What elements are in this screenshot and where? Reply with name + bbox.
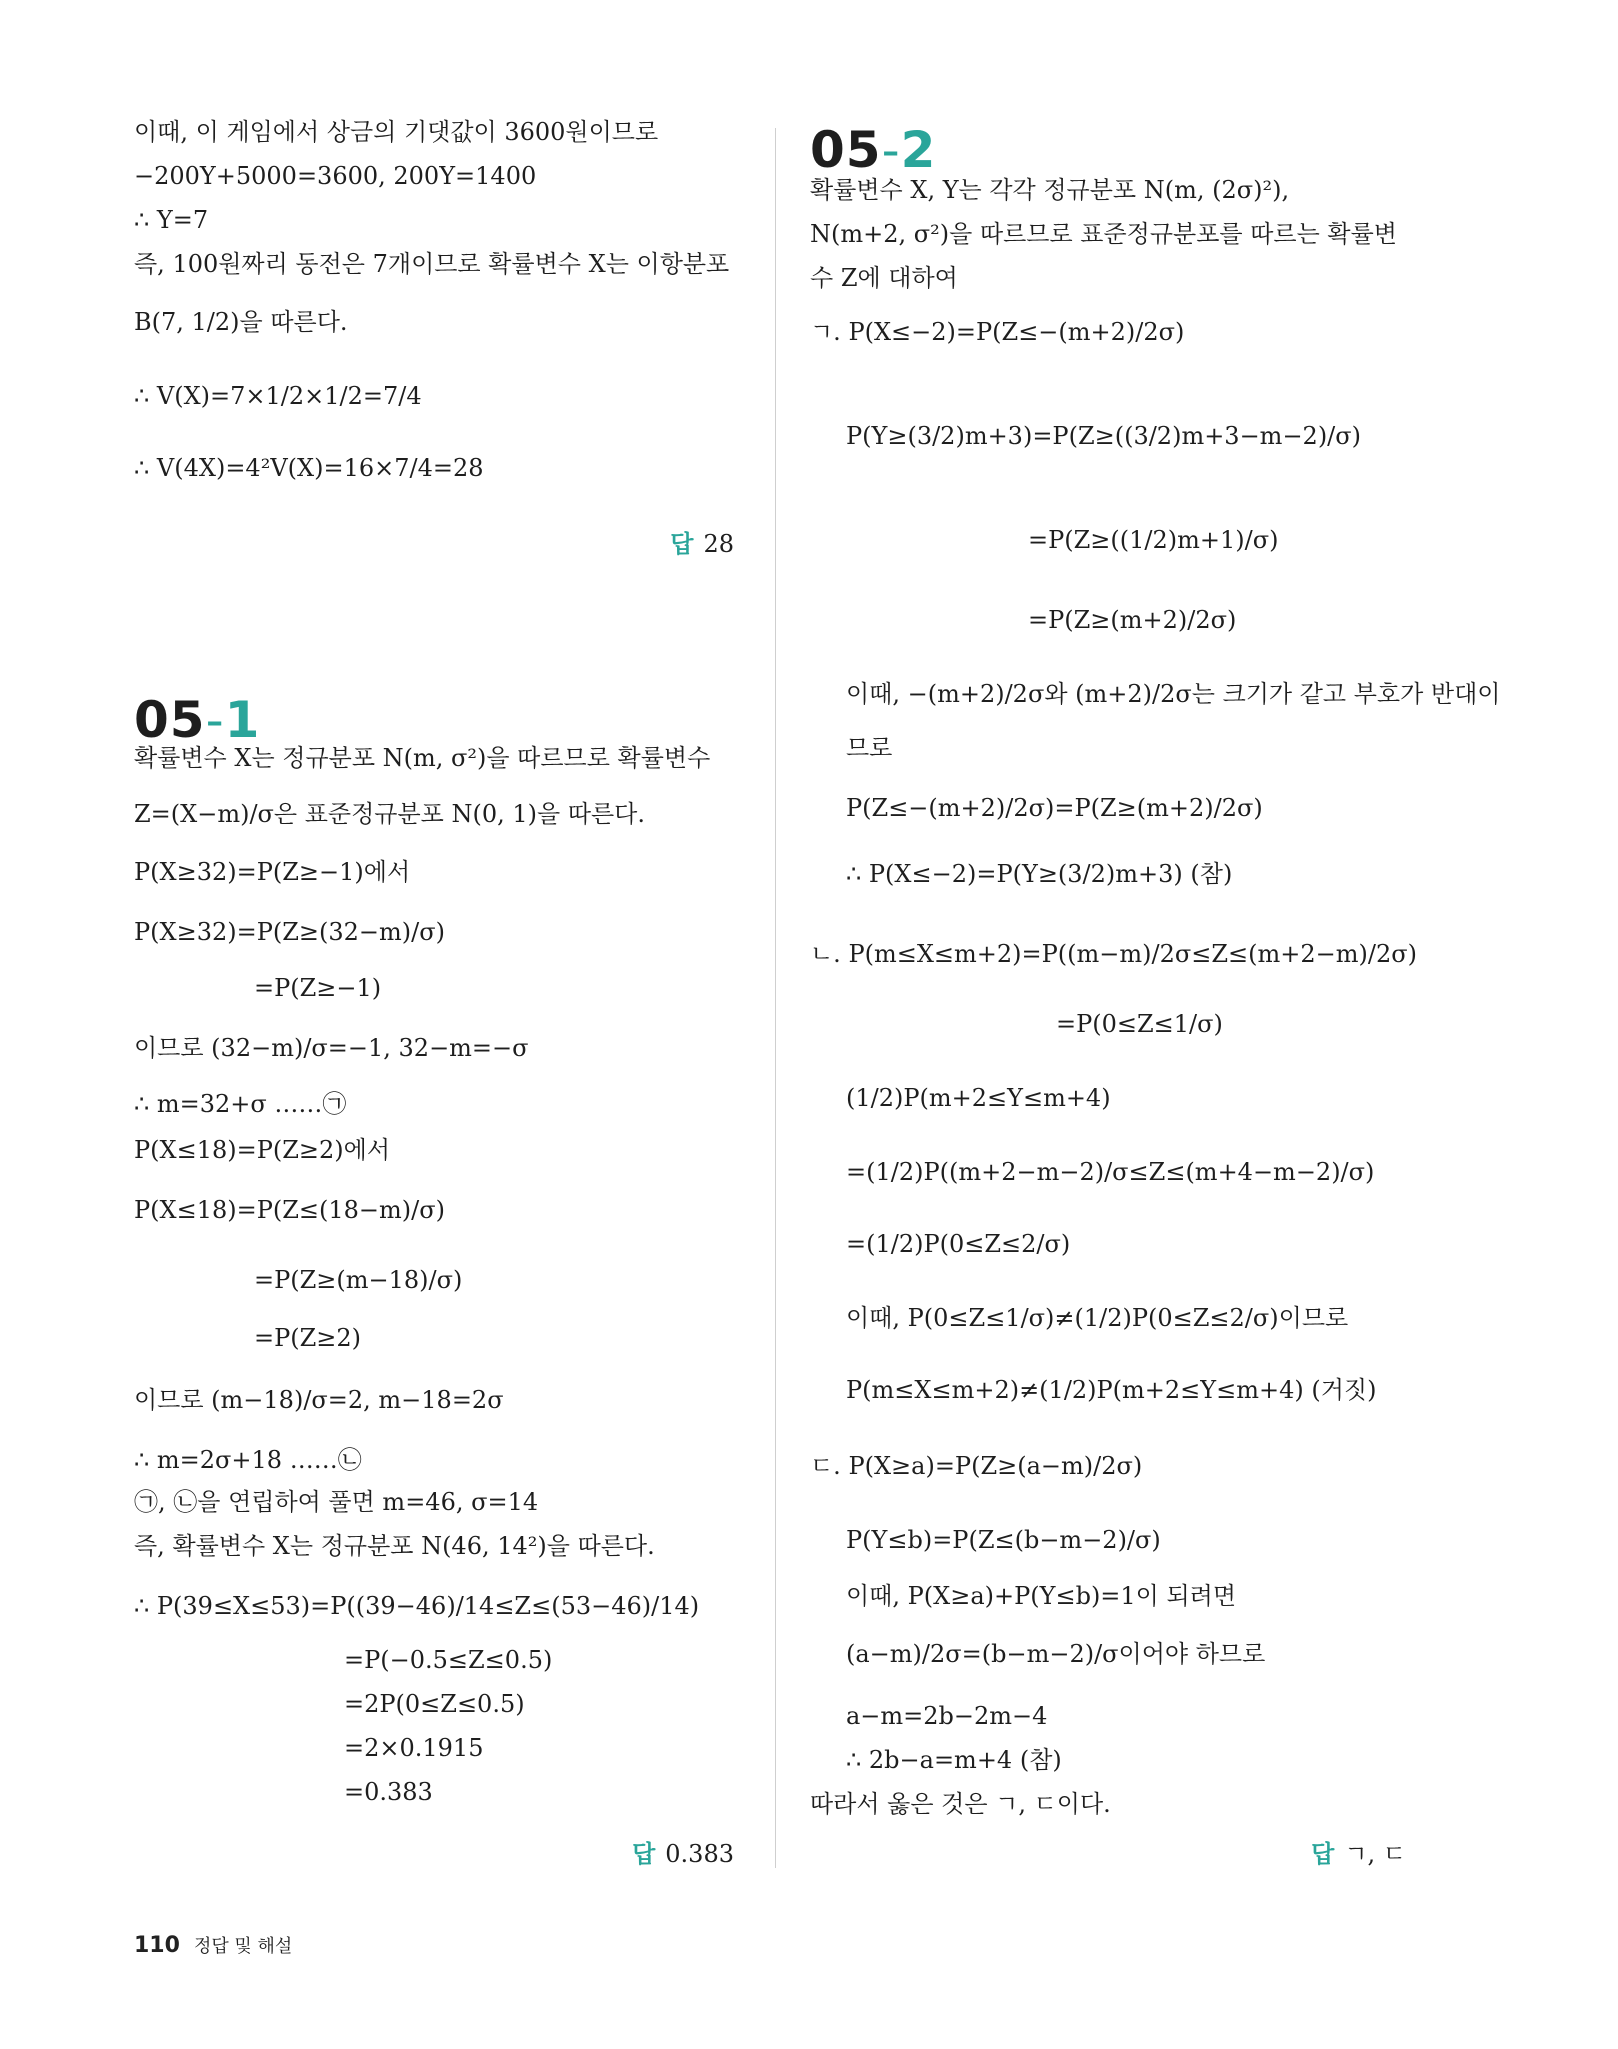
solution-line: 따라서 옳은 것은 ㄱ, ㄷ이다.: [810, 1790, 1111, 1818]
solution-line: (a−m)/2σ=(b−m−2)/σ이어야 하므로: [846, 1640, 1266, 1668]
solution-line: ∴ 2b−a=m+4 (참): [846, 1746, 1062, 1774]
heading-number: 05: [810, 121, 882, 179]
solution-line: =P(Z≥(m−18)/σ): [254, 1266, 463, 1294]
solution-line: 즉, 100원짜리 동전은 7개이므로 확률변수 X는 이항분포: [134, 250, 730, 278]
solution-line: =2P(0≤Z≤0.5): [344, 1690, 525, 1718]
solution-line: =P(Z≥2): [254, 1324, 362, 1352]
solution-line: P(m≤X≤m+2)≠(1/2)P(m+2≤Y≤m+4) (거짓): [846, 1376, 1377, 1404]
solution-line: 수 Z에 대하여: [810, 264, 958, 292]
solution-line: Z=(X−m)/σ은 표준정규분포 N(0, 1)을 따른다.: [134, 800, 645, 828]
heading-subnumber: 2: [900, 121, 937, 179]
solution-line: ∴ P(X≤−2)=P(Y≥(3/2)m+3) (참): [846, 860, 1233, 888]
answer-value: ㄱ, ㄷ: [1344, 1840, 1406, 1868]
solution-line: P(X≤18)=P(Z≥2)에서: [134, 1136, 391, 1164]
answer-label: 답: [1311, 1840, 1335, 1868]
answer-05-0: [670, 528, 734, 560]
solution-line: 이므로 (32−m)/σ=−1, 32−m=−σ: [134, 1034, 529, 1062]
solution-line: P(X≥32)=P(Z≥(32−m)/σ): [134, 918, 445, 946]
heading-dash: -: [881, 121, 901, 179]
solution-line: P(Z≤−(m+2)/2σ)=P(Z≥(m+2)/2σ): [846, 794, 1263, 822]
section-heading-05-2: [810, 122, 936, 178]
heading-subnumber: 1: [224, 691, 261, 749]
solution-line: =P(Z≥−1): [254, 974, 382, 1002]
solution-line: P(X≤18)=P(Z≤(18−m)/σ): [134, 1196, 445, 1224]
solution-line: =2×0.1915: [344, 1734, 484, 1762]
solution-line: 므로: [846, 734, 893, 762]
column-divider: [775, 128, 776, 1868]
page-footer: [134, 1932, 292, 1958]
solution-line: ∴ V(4X)=4²V(X)=16×7/4=28: [134, 454, 484, 482]
solution-line: ∴ V(X)=7×1/2×1/2=7/4: [134, 382, 422, 410]
answer-05-1: [632, 1838, 734, 1870]
solution-line: ㄱ. P(X≤−2)=P(Z≤−(m+2)/2σ): [810, 318, 1185, 346]
solution-line: =P(−0.5≤Z≤0.5): [344, 1646, 553, 1674]
solution-line: ∴ Y=7: [134, 206, 209, 234]
solution-line: 확률변수 X, Y는 각각 정규분포 N(m, (2σ)²),: [810, 176, 1290, 204]
solution-line: 이때, 이 게임에서 상금의 기댓값이 3600원이므로: [134, 118, 659, 146]
solution-line: B(7, 1/2)을 따른다.: [134, 308, 348, 336]
answer-05-2: [1311, 1838, 1406, 1870]
solution-line: =P(Z≥(m+2)/2σ): [1028, 606, 1237, 634]
solution-line: P(Y≥(3/2)m+3)=P(Z≥((3/2)m+3−m−2)/σ): [846, 422, 1362, 450]
solution-line: 이때, P(0≤Z≤1/σ)≠(1/2)P(0≤Z≤2/σ)이므로: [846, 1304, 1349, 1332]
heading-number: 05: [134, 691, 206, 749]
footer-title: 정답 및 해설: [193, 1936, 293, 1957]
solution-line: a−m=2b−2m−4: [846, 1702, 1048, 1730]
solution-line: =(1/2)P((m+2−m−2)/σ≤Z≤(m+4−m−2)/σ): [846, 1158, 1375, 1186]
solution-line: =P(0≤Z≤1/σ): [1056, 1010, 1223, 1038]
answer-value: 0.383: [665, 1840, 734, 1868]
solution-line: ㉠, ㉡을 연립하여 풀면 m=46, σ=14: [134, 1488, 539, 1516]
solution-line: =(1/2)P(0≤Z≤2/σ): [846, 1230, 1071, 1258]
solution-line: 즉, 확률변수 X는 정규분포 N(46, 14²)을 따른다.: [134, 1532, 655, 1560]
solution-line: =P(Z≥((1/2)m+1)/σ): [1028, 526, 1279, 554]
answer-value: 28: [703, 530, 734, 558]
solution-line: 이때, −(m+2)/2σ와 (m+2)/2σ는 크기가 같고 부호가 반대이: [846, 680, 1501, 708]
solution-line: −200Y+5000=3600, 200Y=1400: [134, 162, 537, 190]
solution-line: ∴ m=32+σ ……㉠: [134, 1090, 347, 1118]
solution-line: 이므로 (m−18)/σ=2, m−18=2σ: [134, 1386, 504, 1414]
heading-dash: -: [205, 691, 225, 749]
solution-line: N(m+2, σ²)을 따르므로 표준정규분포를 따르는 확률변: [810, 220, 1397, 248]
solution-line: P(Y≤b)=P(Z≤(b−m−2)/σ): [846, 1526, 1161, 1554]
section-heading-05-1: [134, 692, 260, 748]
solution-line: ㄷ. P(X≥a)=P(Z≥(a−m)/2σ): [810, 1452, 1143, 1480]
solution-line: P(X≥32)=P(Z≥−1)에서: [134, 858, 411, 886]
solution-line: (1/2)P(m+2≤Y≤m+4): [846, 1084, 1111, 1112]
solution-line: ∴ P(39≤X≤53)=P((39−46)/14≤Z≤(53−46)/14): [134, 1592, 700, 1620]
solution-line: 확률변수 X는 정규분포 N(m, σ²)을 따르므로 확률변수: [134, 744, 711, 772]
solution-line: =0.383: [344, 1778, 433, 1806]
solution-line: ∴ m=2σ+18 ……㉡: [134, 1446, 362, 1474]
solution-line: 이때, P(X≥a)+P(Y≤b)=1이 되려면: [846, 1582, 1237, 1610]
answer-label: 답: [632, 1840, 656, 1868]
page-number: 110: [134, 1933, 180, 1958]
solution-line: ㄴ. P(m≤X≤m+2)=P((m−m)/2σ≤Z≤(m+2−m)/2σ): [810, 940, 1417, 968]
answer-label: 답: [670, 530, 694, 558]
